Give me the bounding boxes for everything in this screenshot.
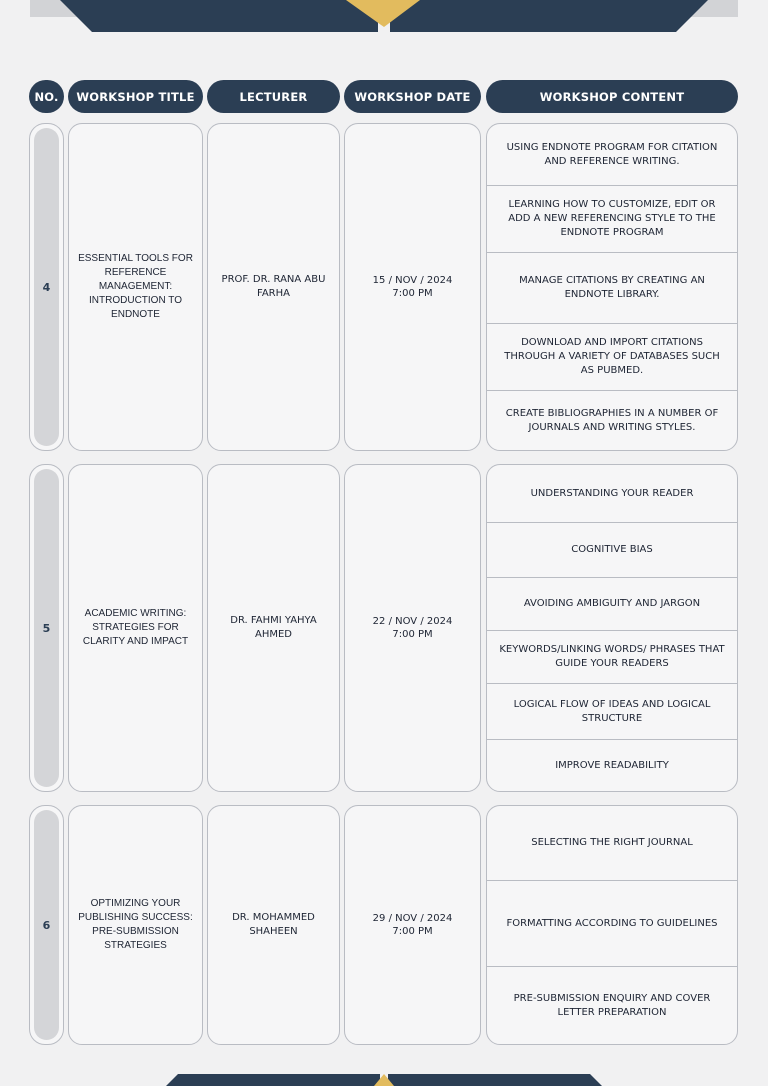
workshop-title-cell: ACADEMIC WRITING: STRATEGIES FOR CLARITY AND IMPACT (68, 464, 203, 792)
header-no: NO. (29, 80, 64, 113)
content-item: IMPROVE READABILITY (487, 739, 737, 791)
row-number-cell (29, 123, 64, 451)
top-banner-decoration (0, 0, 768, 40)
lecturer-cell: DR. FAHMI YAHYA AHMED (207, 464, 340, 792)
row-number: 5 (34, 469, 59, 787)
workshop-content-cell (486, 123, 738, 451)
lecturer-cell: PROF. DR. RANA ABU FARHA (207, 123, 340, 451)
header-lecturer: LECTURER (207, 80, 340, 113)
workshop-title-cell: ESSENTIAL TOOLS FOR REFERENCE MANAGEMENT: INTRODUCTION TO ENDNOTE (68, 123, 203, 451)
workshop-title-cell: OPTIMIZING YOUR PUBLISHING SUCCESS: PRE-SUBMISSION STRATEGIES (68, 805, 203, 1045)
bottom-banner-decoration (0, 1072, 768, 1086)
header-workshop-date: WORKSHOP DATE (344, 80, 481, 113)
row-number-cell (29, 805, 64, 1045)
lecturer-cell: DR. MOHAMMED SHAHEEN (207, 805, 340, 1045)
content-item: USING ENDNOTE PROGRAM FOR CITATION AND REFERENCE WRITING. (506, 141, 718, 167)
workshop-time: 7:00 PM (392, 629, 433, 640)
workshop-content-cell (486, 464, 738, 792)
content-item: CREATE BIBLIOGRAPHIES IN A NUMBER OF JOURNALS AND WRITING STYLES. (487, 390, 737, 450)
content-item: FORMATTING ACCORDING TO GUIDELINES (487, 880, 737, 966)
workshop-date-cell (344, 123, 481, 451)
content-item: KEYWORDS/LINKING WORDS/ PHRASES THAT GUIDE YOUR READERS (487, 630, 737, 683)
row-number-cell (29, 464, 64, 792)
row-number: 6 (34, 810, 59, 1040)
content-item: PRE-SUBMISSION ENQUIRY AND COVER LETTER PREPARATION (487, 966, 737, 1044)
workshop-date: 15 / NOV / 2024 (372, 275, 453, 286)
content-item: COGNITIVE BIAS (487, 522, 737, 577)
header-workshop-title: WORKSHOP TITLE (68, 80, 203, 113)
content-item: LEARNING HOW TO CUSTOMIZE, EDIT OR ADD A NEW REFERENCING STYLE TO THE ENDNOTE PROGRAM (487, 185, 737, 252)
workshop-date-cell (344, 805, 481, 1045)
row-number: 4 (34, 128, 59, 446)
workshop-time: 7:00 PM (392, 926, 433, 937)
workshop-content-cell (486, 805, 738, 1045)
content-item: LOGICAL FLOW OF IDEAS AND LOGICAL STRUCTURE (487, 683, 737, 739)
workshop-date-cell (344, 464, 481, 792)
content-item: MANAGE CITATIONS BY CREATING AN ENDNOTE LIBRARY. (487, 252, 737, 323)
workshop-date: 22 / NOV / 2024 (372, 616, 453, 627)
content-item: SELECTING THE RIGHT JOURNAL (531, 837, 693, 848)
workshop-time: 7:00 PM (392, 288, 433, 299)
content-item: UNDERSTANDING YOUR READER (530, 487, 694, 499)
content-item: AVOIDING AMBIGUITY AND JARGON (487, 577, 737, 630)
workshop-date: 29 / NOV / 2024 (372, 913, 453, 924)
header-workshop-content: WORKSHOP CONTENT (486, 80, 738, 113)
content-item: DOWNLOAD AND IMPORT CITATIONS THROUGH A VARIETY OF DATABASES SUCH AS PUBMED. (487, 323, 737, 390)
